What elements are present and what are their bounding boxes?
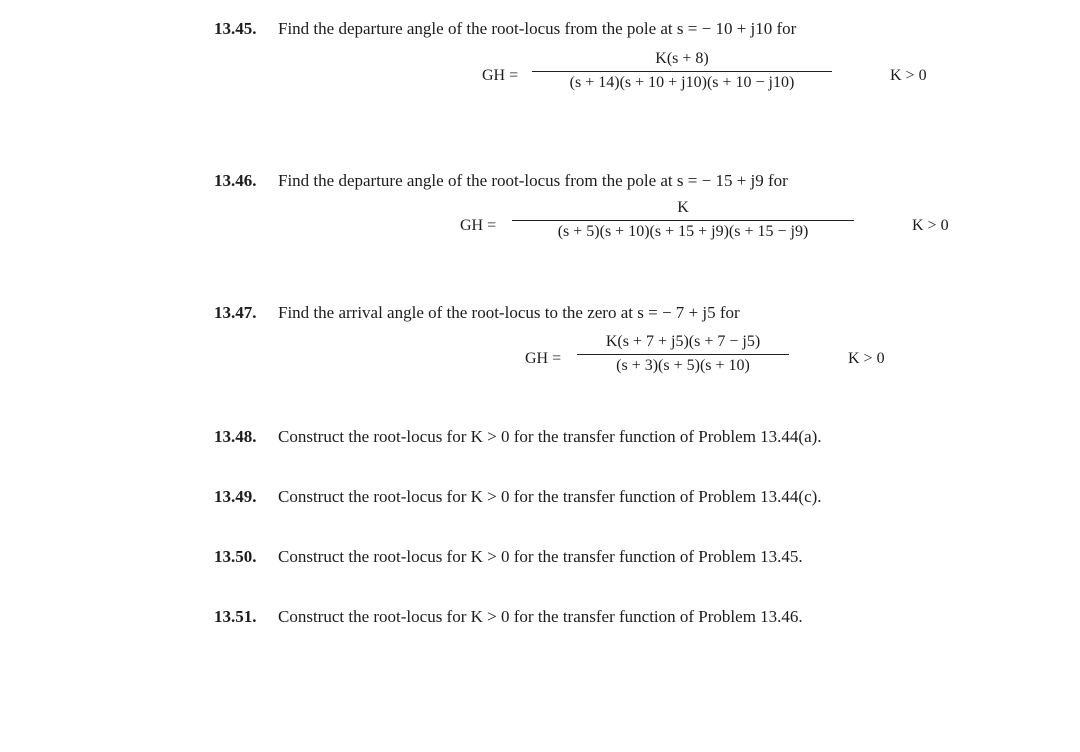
denominator: (s + 14)(s + 10 + j10)(s + 10 − j10) <box>569 74 795 91</box>
transfer-function-fraction <box>532 50 832 92</box>
problem-text: Construct the root-locus for K > 0 for the transfer function of Problem 13.44(a). <box>278 427 822 446</box>
problem-text: Find the arrival angle of the root-locus to the zero at s = − 7 + j5 for <box>278 303 740 322</box>
problem-number: 13.48. <box>214 427 257 446</box>
numerator: K(s + 8) <box>655 50 709 67</box>
gh-label: GH = <box>482 67 519 84</box>
problem-text: Construct the root-locus for K > 0 for the transfer function of Problem 13.46. <box>278 607 803 626</box>
denominator: (s + 5)(s + 10)(s + 15 + j9)(s + 15 − j9) <box>557 223 809 240</box>
problem-text: Construct the root-locus for K > 0 for the transfer function of Problem 13.44(c). <box>278 487 822 506</box>
gain-condition: K > 0 <box>890 67 927 84</box>
problem-text: Find the departure angle of the root-locus from the pole at s = − 15 + j9 for <box>278 171 788 190</box>
gain-condition: K > 0 <box>848 350 885 367</box>
numerator: K(s + 7 + j5)(s + 7 − j5) <box>605 333 761 350</box>
gh-label: GH = <box>460 217 497 234</box>
problem-number: 13.50. <box>214 547 257 566</box>
transfer-function-fraction <box>512 199 854 241</box>
numerator: K <box>677 199 689 216</box>
gh-label: GH = <box>525 350 562 367</box>
problem-number: 13.51. <box>214 607 257 626</box>
problem-text: Find the departure angle of the root-locus from the pole at s = − 10 + j10 for <box>278 19 797 38</box>
problem-number: 13.46. <box>214 171 257 190</box>
problem-number: 13.47. <box>214 303 257 322</box>
problem-number: 13.49. <box>214 487 257 506</box>
problem-text: Construct the root-locus for K > 0 for the transfer function of Problem 13.45. <box>278 547 803 566</box>
problem-number: 13.45. <box>214 19 257 38</box>
transfer-function-fraction <box>577 333 789 375</box>
gain-condition: K > 0 <box>912 217 949 234</box>
denominator: (s + 3)(s + 5)(s + 10) <box>616 357 750 374</box>
